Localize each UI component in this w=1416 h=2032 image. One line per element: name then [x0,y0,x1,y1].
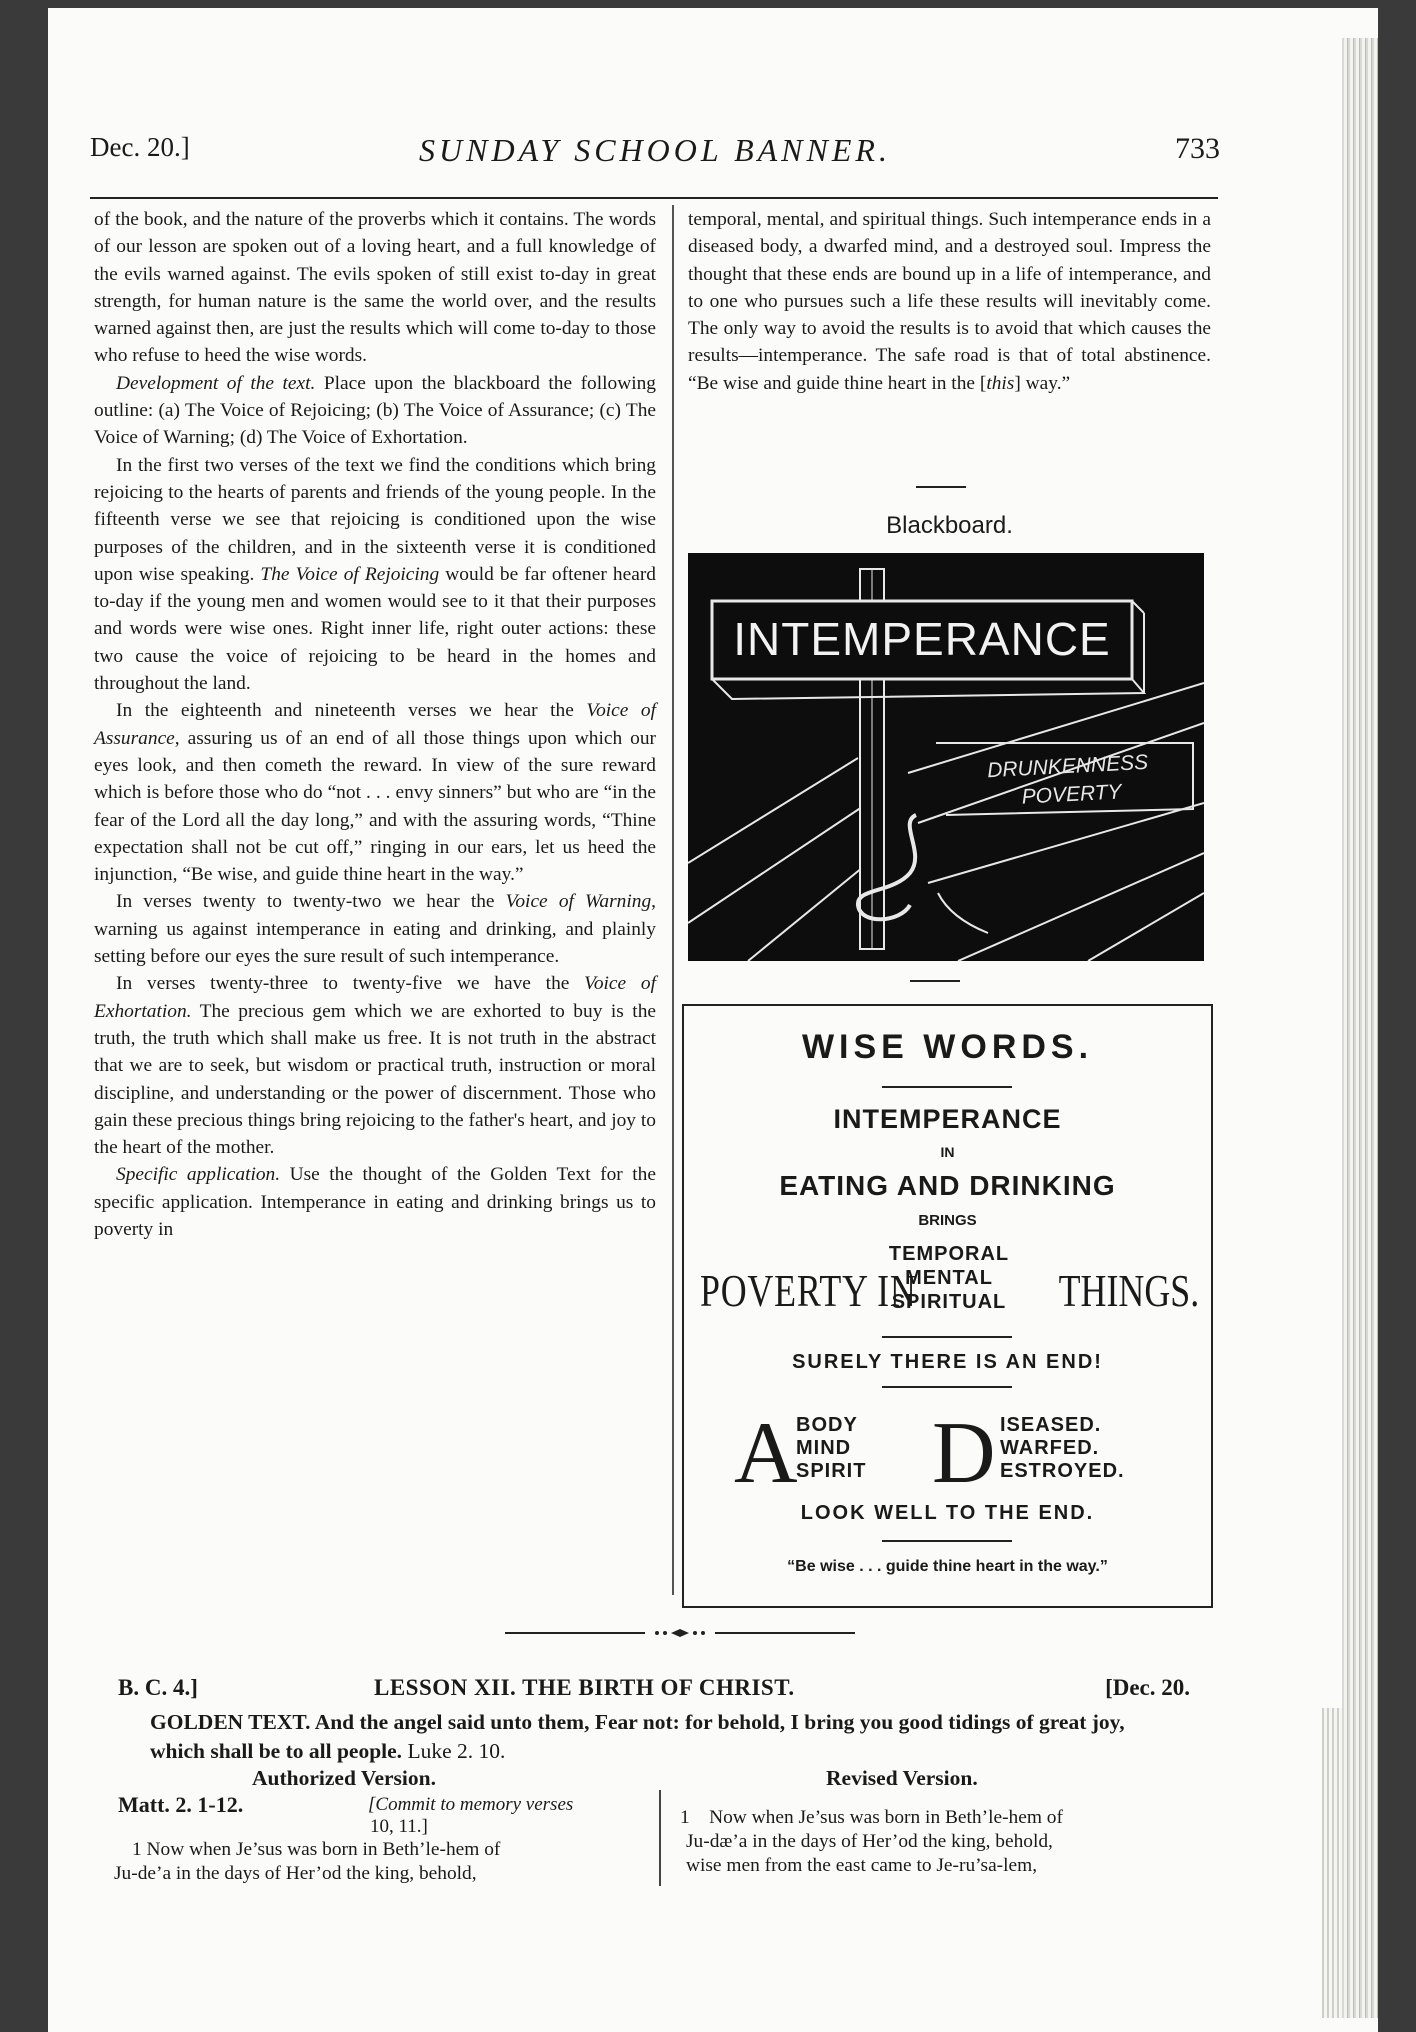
board-word-drunkenness: DRUNKENNESS [986,750,1149,783]
blackboard-drawing [688,553,1204,961]
paragraph-text: Place upon the blackboard the following outline: (a) The Voice of Rejoicing; (b) The Voice of Assurance; (c) The Voice of Warning; (d) The Voice of Exhortation. [94,372,656,449]
paragraph-text: In verses twenty to twenty-two we hear the [116,891,506,913]
version-divider [659,1790,661,1886]
wise-words-title: WISE WORDS. [801,1028,1094,1066]
ornamental-divider [505,1626,855,1640]
emphasis: Voice of Assurance [94,700,656,749]
page-number: 733 [1175,132,1220,165]
result-item: WARFED. [1000,1437,1100,1459]
poverty-in: POVERTY IN [700,1265,917,1316]
paragraph [94,888,656,970]
wise-line: BRINGS [918,1212,977,1229]
running-header [90,128,1220,174]
box-rule [882,1386,1012,1388]
paragraph [94,452,656,698]
golden-label: GOLDEN TEXT. [150,1710,311,1734]
section-label: Specific application. [116,1164,281,1186]
verse-line: wise men from the east came to Je-ru’sa-lem, [686,1855,1038,1876]
revised-heading: Revised Version. [826,1766,978,1790]
commit-line: 10, 11.] [370,1816,428,1837]
right-column [688,206,1211,397]
result-item: ISEASED. [1000,1414,1102,1436]
kinds-stack [884,1242,1014,1314]
paragraph [688,206,1211,397]
golden-text [150,1708,1170,1766]
emphasis: The Voice of Rejoicing [260,563,440,585]
header-date: Dec. 20.] [90,132,190,162]
paragraph-text: would be far oftener heard to-day if the young men and women would see to it that their purposes and words were wise ones. Right inner life, right outer actions: these two cause the voice of rejoicing to be heard in the homes and throughout the land. [94,563,656,695]
paragraph-text: In verses twenty-three to twenty-five we have the [116,973,585,995]
big-letter-a: A [734,1405,798,1502]
verse-number: 1 [680,1807,690,1828]
part-item: BODY [796,1414,858,1436]
page-edges-lower [1322,1708,1342,2018]
column-divider [672,205,674,1595]
paragraph [94,370,656,452]
paragraph-text: , assuring us of an end of all those things upon which our eyes look, and then cometh the reward. In view of the sure reward which is before those who do “not . . . envy sinners” but who are “in the fear of the Lord all the day long,” and with the assuring words, “Thine expectation shall not be cut off,” ringing in our ears, let us heed the injunction, “Be wise, and guide thine heart in the way.” [94,727,656,886]
result-item: ESTROYED. [1000,1460,1125,1482]
look-well: LOOK WELL TO THE END. [800,1502,1095,1524]
sign-text: INTEMPERANCE [733,613,1111,665]
authorized-verse-1 [114,1838,501,1886]
paragraph: of the book, and the nature of the proverbs which it contains. The words of our lesson are spoken out of a loving heart, and a full knowledge of the evils warned against. The evils spoken of still exist to-day in great strength, for human nature is the same the world over, and the results warned against then, are just the results which will come to-day to those who refuse to heed the wise words. [94,209,656,367]
verse-line: 1 Now when Je’sus was born in Beth’le-hem of [132,1839,501,1860]
golden-body: And the angel said unto them, Fear not: for behold, I bring you good tidings of great joy, which shall be to all people. [150,1710,1125,1763]
blackboard-caption: Blackboard. [886,512,1013,539]
paragraph [94,697,656,888]
paragraph-text: In the first two verses of the text we find the conditions which bring rejoicing to the hearts of parents and friends of the young people. In the fifteenth verse we see that rejoicing is conditioned upon the wise purposes of the children, and in the sixteenth verse it is conditioned upon wise speaking. [94,454,656,585]
parts-stack [796,1414,866,1483]
lesson-bc: B. C. 4.] [118,1675,198,1700]
kind-item: MENTAL [905,1267,993,1289]
things-word: THINGS. [1058,1265,1199,1316]
box-rule [882,1086,1012,1088]
results-stack [1000,1414,1125,1483]
paragraph-text: , warning us against intemperance in eating and drinking, and plainly setting before our eyes the sure result of such intemperance. [94,891,656,968]
paragraph [94,970,656,1161]
header-rule [90,197,1218,199]
surely-end: SURELY THERE IS AN END! [792,1351,1103,1373]
paragraph-text: ] way.” [1014,372,1071,394]
kind-item: TEMPORAL [888,1243,1010,1265]
box-rule [882,1540,1012,1542]
wise-line: INTEMPERANCE [833,1104,1062,1134]
wise-line: IN [940,1144,955,1160]
paragraph-text: The precious gem which we are exhorted to buy is the truth, the truth which shall make us free. It is not truth in the abstract that we are to seek, but wisdom or practical truth, instruction or moral discipline, and understanding or the power of discernment. Those who gain these precious things bring rejoicing to the father's heart, and joy to the heart of the mother. [94,1000,656,1159]
lesson-title: LESSON XII. THE BIRTH OF CHRIST. [374,1675,795,1700]
box-rule [882,1336,1012,1338]
left-column [94,206,656,1243]
wise-quote: “Be wise . . . guide thine heart in the way.” [787,1558,1108,1575]
paragraph-text: temporal, mental, and spiritual things. Such intemperance ends in a diseased body, a dwarfed mind, and a destroyed soul. Impress the thought that these ends are bound up in a life of intemperance, and to one who pursues such a life these results will inevitably come. The only way to avoid the results is to avoid that which causes the results—intemperance. The safe road is that of total abstinence. “Be wise and guide thine heart in the [ [688,209,1211,394]
emphasis: Voice of Warning [505,891,652,913]
blackboard-illustration [688,553,1204,961]
big-letter-d: D [932,1405,996,1502]
board-word-poverty: POVERTY [1021,780,1123,809]
page-edges [1342,38,1378,2018]
section-rule [910,980,960,982]
wise-line: EATING AND DRINKING [779,1170,1116,1201]
part-item: MIND [796,1437,852,1459]
authorized-heading: Authorized Version. [252,1766,436,1790]
paragraph [94,1161,656,1243]
lesson-date: [Dec. 20. [1105,1675,1190,1700]
verse-line: Ju-dæ’a in the days of Her’od the king, behold, [686,1831,1053,1852]
wise-words-box [682,1004,1213,1608]
revised-verse-1 [680,1806,1063,1878]
emphasis: this [986,372,1015,394]
kind-item: SPIRITUAL [891,1291,1007,1313]
part-item: SPIRIT [796,1460,867,1482]
golden-ref: Luke 2. 10. [402,1739,506,1763]
commit-note [368,1794,573,1838]
scripture-reference: Matt. 2. 1-12. [118,1792,244,1817]
section-rule [916,486,966,488]
paragraph-text: In the eighteenth and nineteenth verses we hear the [116,700,587,722]
verse-line: Now when Je’sus was born in Beth’le-hem of [709,1807,1063,1828]
emphasis: Voice of Exhortation. [94,973,657,1022]
section-label: Development of the text. [116,372,316,394]
header-title: SUNDAY SCHOOL BANNER. [419,132,891,168]
verse-line: Ju-de’a in the days of Her’od the king, behold, [114,1863,477,1884]
commit-line: [Commit to memory verses [368,1794,574,1815]
paragraph-text: Use the thought of the Golden Text for the specific application. Intemperance in eating and drinking brings us to poverty in [94,1164,656,1240]
